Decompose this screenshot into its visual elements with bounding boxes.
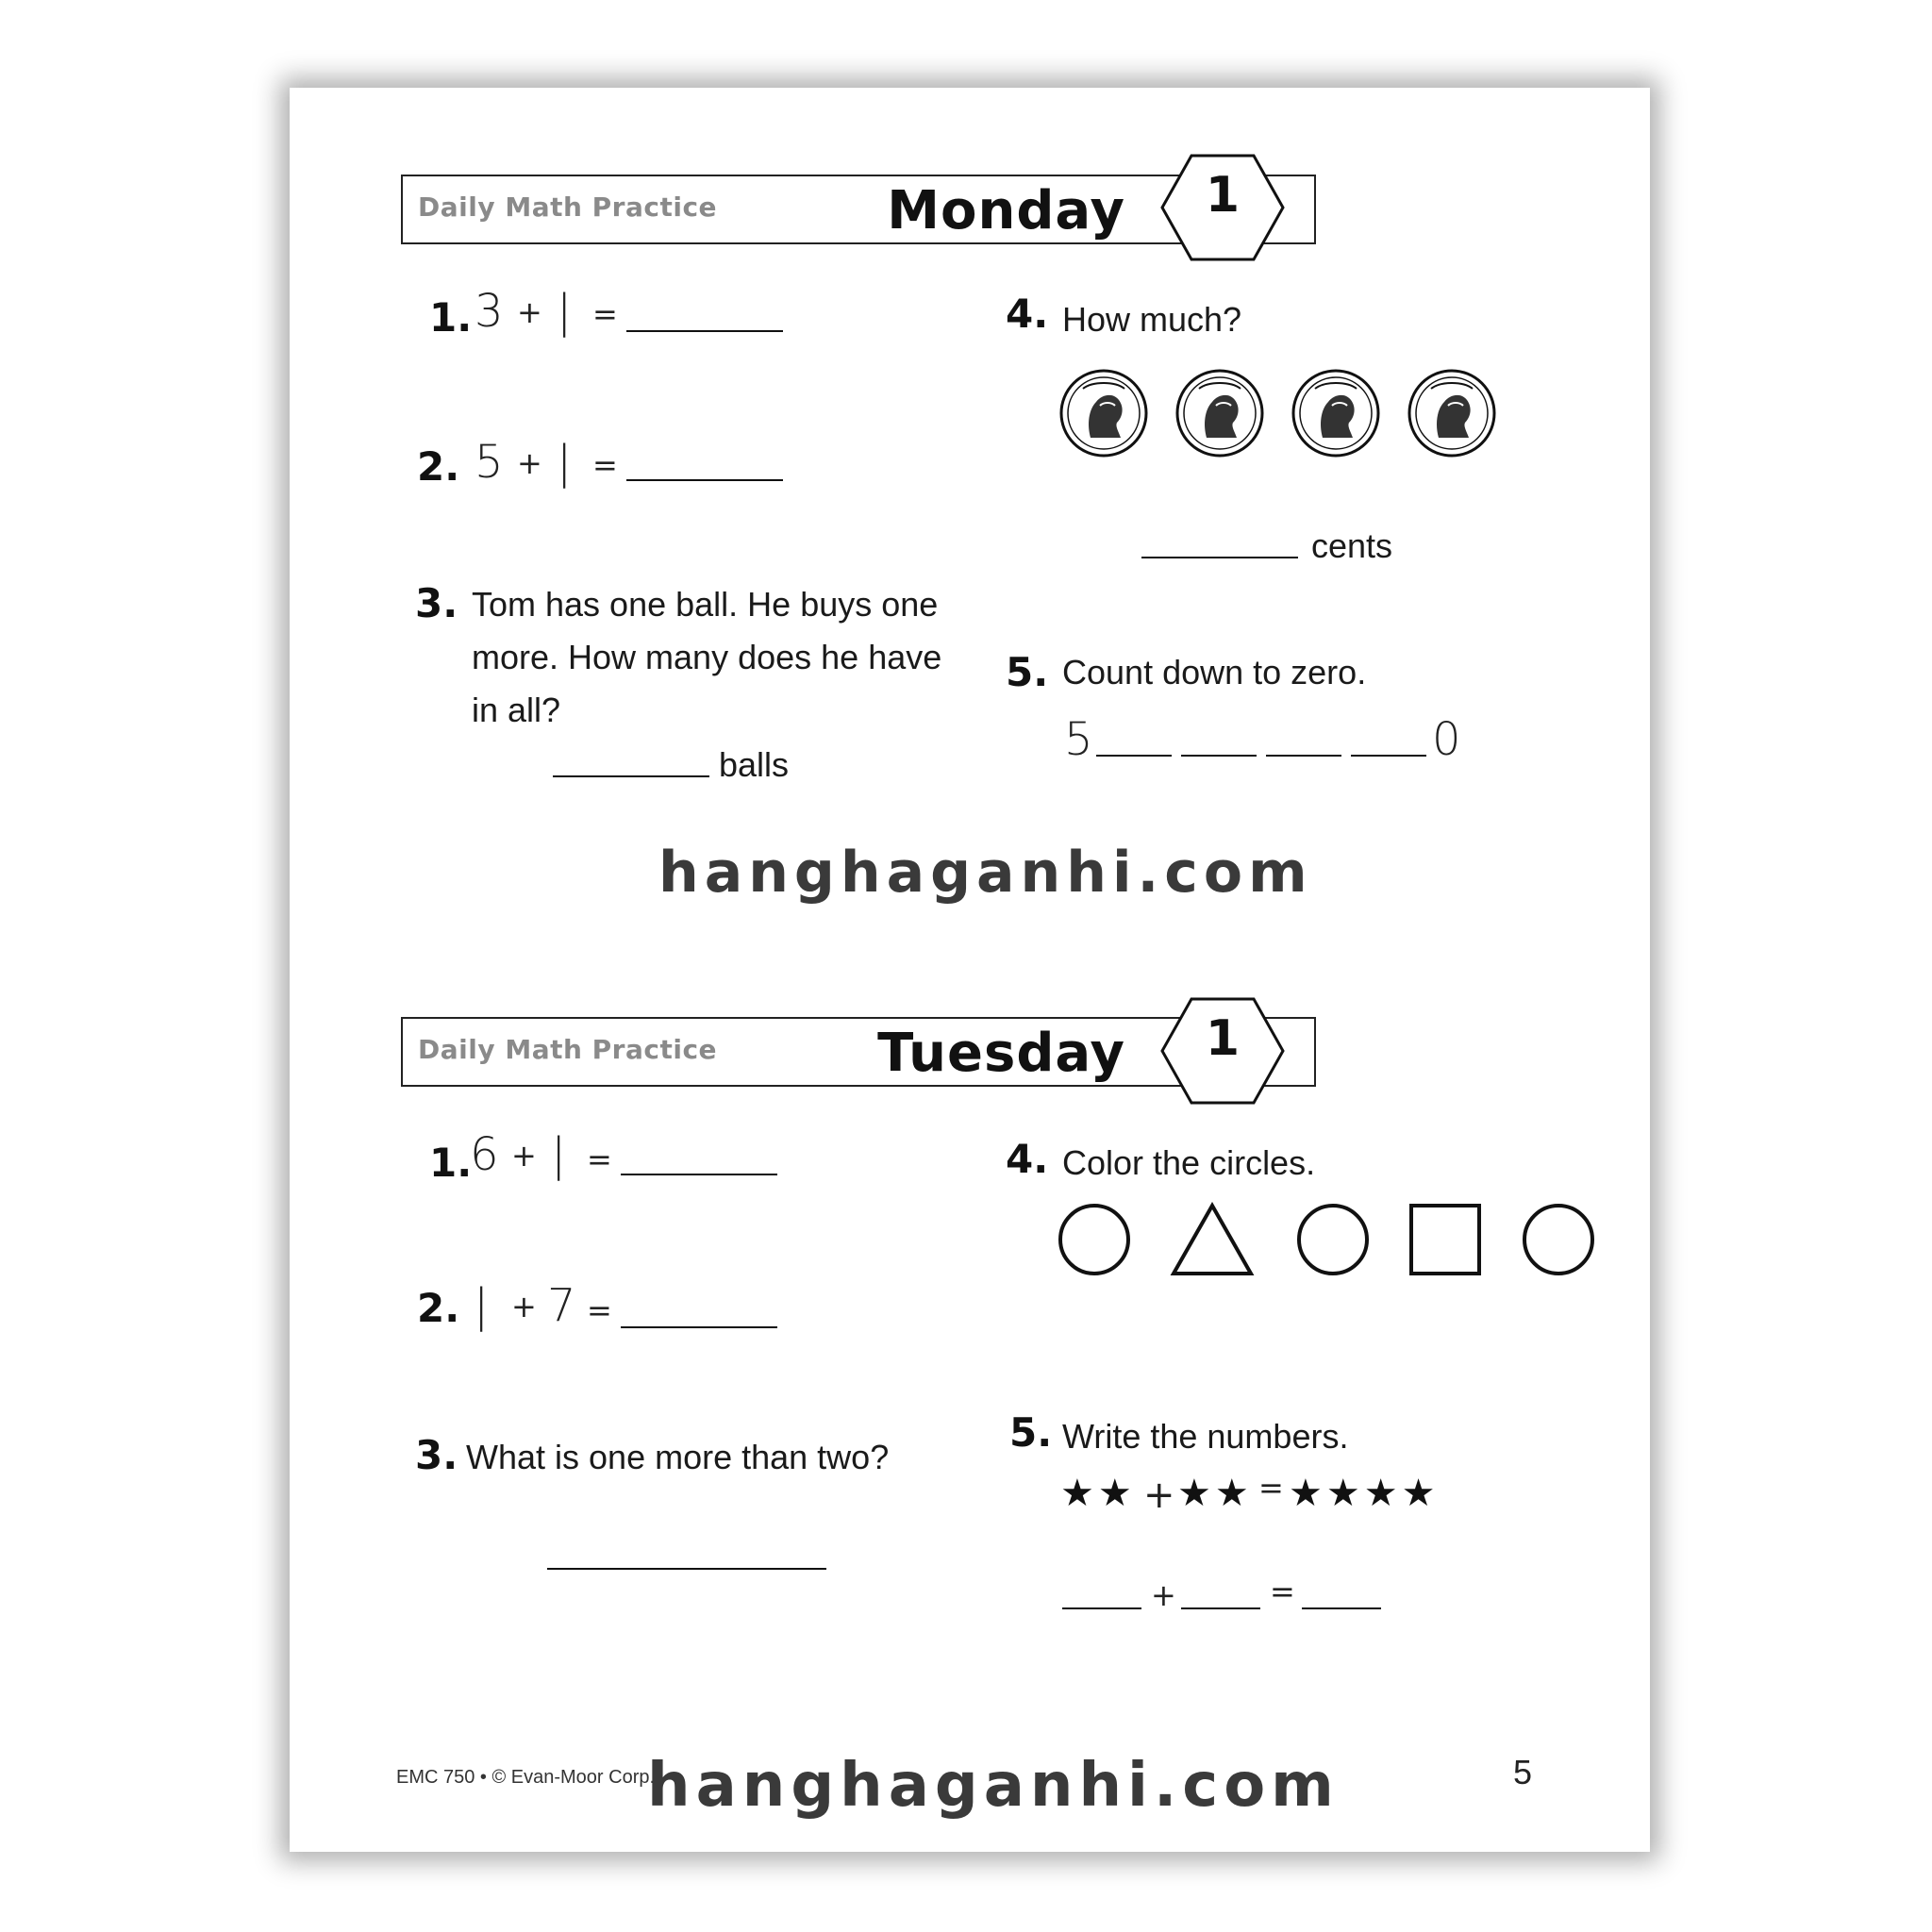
q4-prompt: Color the circles. [1062, 1143, 1316, 1182]
q1-operand-a: 3 [475, 285, 504, 338]
day-title: Tuesday [877, 1023, 1125, 1084]
circle-shape[interactable] [1057, 1202, 1132, 1277]
stars-group-sum: ★★★★ [1289, 1472, 1440, 1515]
q1-answer-blank[interactable] [621, 1174, 777, 1175]
q4-number: 4. [1006, 1136, 1049, 1182]
blank-plus: + [1151, 1577, 1176, 1613]
triangle-shape[interactable] [1170, 1202, 1255, 1277]
penny-icon [1291, 368, 1381, 458]
q1-operand-b: | [551, 1128, 567, 1181]
q2-operand-a: | [474, 1279, 490, 1332]
header-label: Daily Math Practice [418, 192, 718, 223]
q1-operand-b: | [557, 285, 573, 338]
q2-answer-blank[interactable] [621, 1326, 777, 1328]
q5-number: 5. [1006, 649, 1049, 695]
q1-plus: + [511, 1138, 537, 1174]
q2-plus: + [517, 445, 542, 481]
q2-operand-b: | [557, 436, 573, 489]
q1-equals: = [587, 1141, 612, 1177]
addend-blank-1[interactable] [1062, 1607, 1141, 1609]
page-number: 5 [1513, 1753, 1533, 1791]
q3-prompt: What is one more than two? [466, 1438, 890, 1476]
watermark-footer: hanghaganhi.com [647, 1751, 1340, 1821]
q3-text-line3: in all? [472, 691, 561, 729]
q2-operand-a: 5 [475, 436, 504, 489]
worksheet-page [290, 88, 1650, 1852]
q1-plus: + [517, 294, 542, 330]
stars-plus: + [1143, 1474, 1175, 1517]
q4-number: 4. [1006, 291, 1049, 337]
q3-text-line2: more. How many does he have [472, 638, 942, 676]
q2-number: 2. [417, 443, 460, 490]
week-hexagon [1160, 997, 1285, 1105]
q2-equals: = [592, 447, 618, 483]
q2-equals: = [587, 1292, 612, 1328]
week-number: 1 [1205, 167, 1241, 224]
blank-equals: = [1270, 1574, 1295, 1609]
q3-unit: balls [719, 745, 790, 784]
sum-blank[interactable] [1302, 1607, 1381, 1609]
day-title: Monday [887, 180, 1125, 242]
q4-answer-blank[interactable] [1141, 557, 1298, 558]
stars-group-left: ★★ [1060, 1472, 1136, 1515]
q3-text-line1: Tom has one ball. He buys one [472, 585, 939, 624]
q1-number: 1. [429, 294, 473, 341]
q3-number: 3. [415, 1432, 458, 1478]
stars-group-right: ★★ [1177, 1472, 1253, 1515]
square-shape[interactable] [1407, 1202, 1483, 1277]
countdown-blank-1[interactable] [1096, 755, 1172, 757]
q1-number: 1. [429, 1140, 473, 1186]
penny-icon [1058, 368, 1149, 458]
q2-plus: + [511, 1289, 537, 1324]
q4-prompt: How much? [1062, 300, 1242, 339]
q4-unit: cents [1311, 526, 1393, 565]
q5-start-number: 5 [1064, 713, 1093, 766]
q3-answer-blank[interactable] [547, 1568, 826, 1570]
footer-copyright: EMC 750 • © Evan-Moor Corp. [396, 1767, 656, 1788]
header-label: Daily Math Practice [418, 1034, 718, 1065]
penny-icon [1407, 368, 1497, 458]
q5-end-number: 0 [1432, 713, 1461, 766]
q1-operand-a: 6 [470, 1128, 499, 1181]
circle-shape[interactable] [1521, 1202, 1596, 1277]
q5-prompt: Write the numbers. [1062, 1417, 1349, 1456]
countdown-blank-2[interactable] [1181, 755, 1257, 757]
circle-shape[interactable] [1295, 1202, 1371, 1277]
stars-equals: = [1258, 1470, 1284, 1506]
countdown-blank-4[interactable] [1351, 755, 1426, 757]
countdown-blank-3[interactable] [1266, 755, 1341, 757]
penny-icon [1174, 368, 1265, 458]
q3-answer-blank[interactable] [553, 775, 709, 777]
q2-operand-b: 7 [547, 1279, 576, 1332]
q5-number: 5. [1009, 1409, 1053, 1456]
week-hexagon [1160, 154, 1285, 261]
q1-answer-blank[interactable] [626, 330, 783, 332]
q5-prompt: Count down to zero. [1062, 653, 1367, 691]
addend-blank-2[interactable] [1181, 1607, 1260, 1609]
q2-answer-blank[interactable] [626, 479, 783, 481]
q3-number: 3. [415, 580, 458, 626]
watermark: hanghaganhi.com [658, 840, 1313, 906]
q1-equals: = [592, 296, 618, 332]
week-number: 1 [1205, 1010, 1241, 1067]
q2-number: 2. [417, 1285, 460, 1331]
